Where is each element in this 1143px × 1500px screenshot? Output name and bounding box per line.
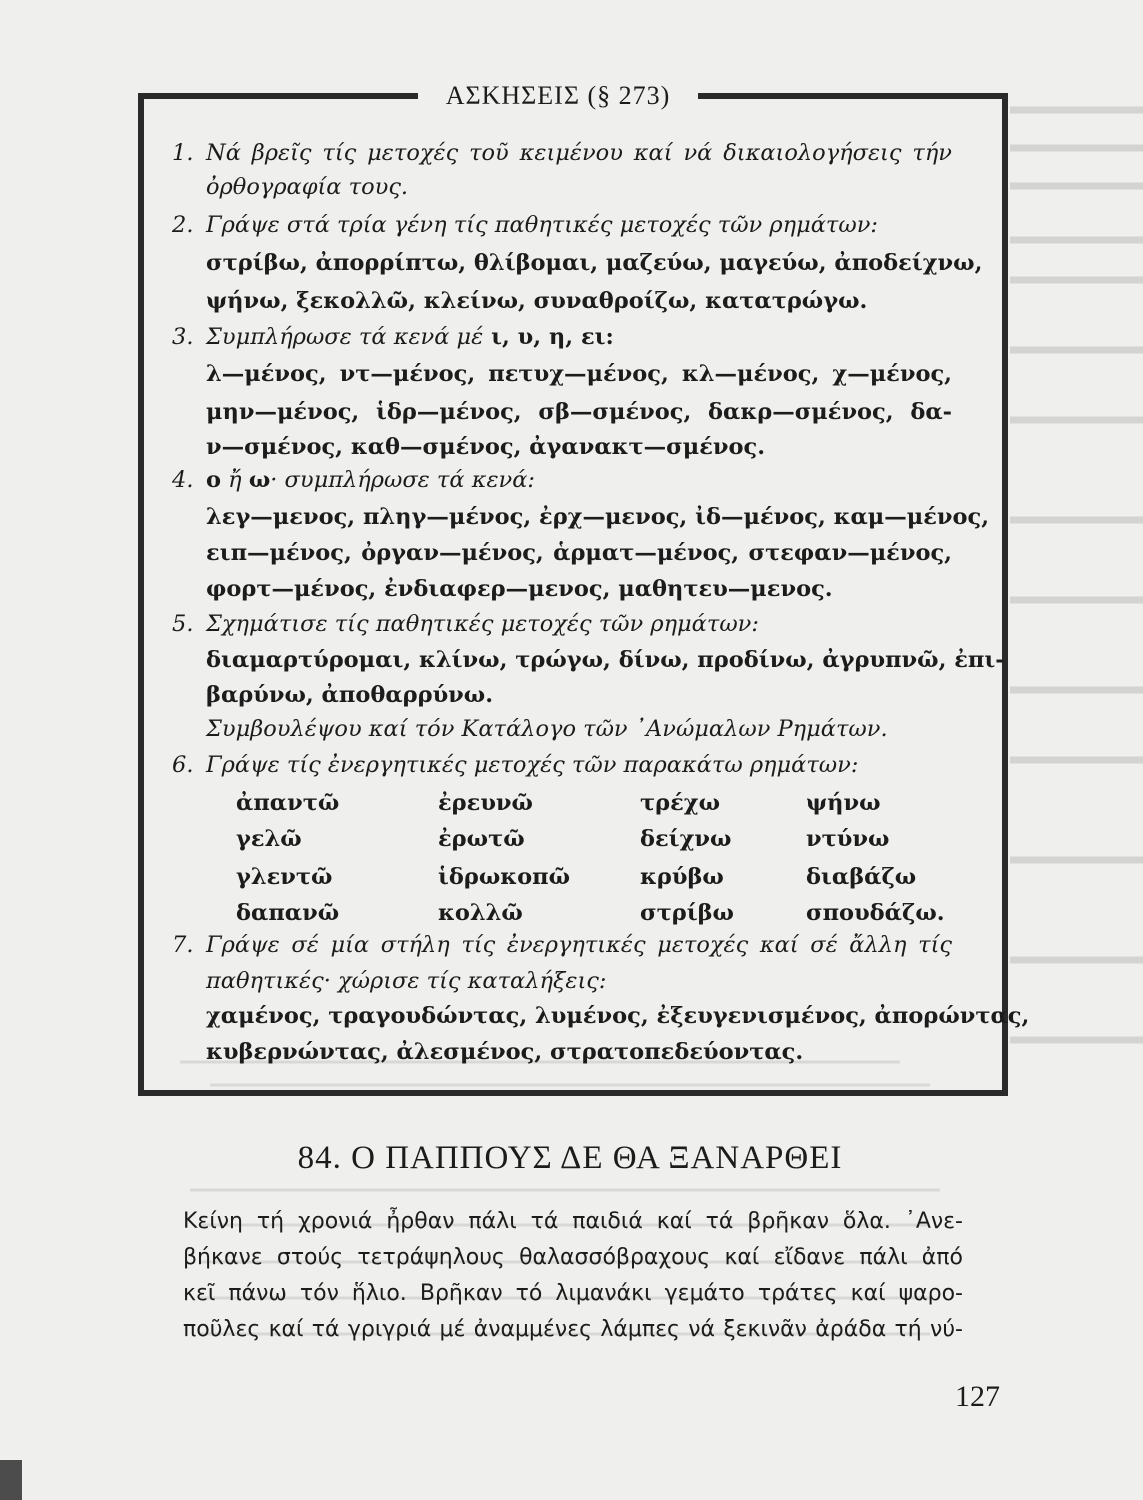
prose-line: κεῖ πάνω τόν ἥλιο. Βρῆκαν τό λιμανάκι γεμάτο τράτες καί ψαρο- [183,1281,963,1306]
verb-cell: ψήνω [806,790,881,816]
exercise-7-line-4: κυβερνώντας, ἀλεσμένος, στρατοπεδεύοντας. [206,1039,804,1065]
exercise-number: 6. [172,752,194,778]
page-number: 127 [955,1380,1000,1413]
exercise-4-instruction: · συμπλήρωσε τά κενά: [270,467,535,493]
verb-cell: γελῶ [236,826,302,852]
exercise-4-line-3: ειπ—μένος, ὀργαν—μένος, ἁρματ—μένος, στεφαν—μένος, [206,540,952,566]
exercise-3-line-2: λ—μένος, ντ—μένος, πετυχ—μένος, κλ—μένος, χ—μένος, [206,361,952,387]
exercise-number: 4. [172,467,194,493]
exercise-1-line-2: ὀρθογραφία τους. [206,174,409,200]
chapter-title: 84. Ο ΠΑΠΠΟΥΣ ΔΕ ΘΑ ΞΑΝΑΡΘΕΙ [297,1140,843,1176]
verb-cell: ντύνω [806,826,890,852]
exercise-3-line-3: μην—μένος, ἱδρ—μένος, σβ—σμένος, δακρ—σμένος, δα- [206,399,952,425]
exercise-3-line-1 [206,320,952,354]
exercise-7-line-3: χαμένος, τραγουδώντας, λυμένος, ἐξευγενισμένος, ἀπορώντας, [206,1003,1030,1029]
exercise-4-or: ἤ [221,467,249,493]
verb-cell: στρίβω [640,900,734,926]
verb-cell: δαπανῶ [236,900,340,926]
verb-cell: ἀπαντῶ [236,790,340,816]
exercises-title: ΑΣΚΗΣΕΙΣ (§ 273) [418,78,698,114]
prose-line: βήκανε στούς τετράψηλους θαλασσόβραχους καί εἴδανε πάλι ἀπό [183,1245,963,1270]
exercise-5-line-3: βαρύνω, ἀποθαρρύνω. [206,682,494,708]
exercise-4-line-1 [206,463,952,497]
exercise-2-line-2: στρίβω, ἀπορρίπτω, θλίβομαι, μαζεύω, μαγεύω, ἀποδείχνω, [206,250,983,276]
exercise-3-line-4: ν—σμένος, καθ—σμένος, ἀγανακτ—σμένος. [206,434,766,460]
exercise-4-line-4: φορτ—μένος, ἐνδιαφερ—μενος, μαθητευ—μενος. [206,576,833,602]
verb-cell: ἐρωτῶ [438,826,525,852]
exercise-6-line-1: Γράψε τίς ἐνεργητικές μετοχές τῶν παρακάτω ρημάτων: [206,752,859,778]
exercise-2-line-1: Γράψε στά τρία γένη τίς παθητικές μετοχές τῶν ρημάτων: [206,212,878,238]
exercise-1-line-1: Νά βρεῖς τίς μετοχές τοῦ κειμένου καί νά δικαιολογήσεις τήν [206,140,952,166]
exercise-4-line-2: λεγ—μενος, πληγ—μένος, ἐρχ—μενος, ἰδ—μένος, καμ—μένος, [206,504,990,530]
exercise-5-line-1: Σχημάτισε τίς παθητικές μετοχές τῶν ρημάτων: [206,611,759,637]
exercise-2-line-3: ψήνω, ξεκολλῶ, κλείνω, συναθροίζω, κατατρώγω. [206,288,868,314]
prose-line: ποῦλες καί τά γριγριά μέ ἀναμμένες λάμπες νά ξεκινᾶν ἀράδα τή νύ- [183,1317,963,1342]
exercise-number: 1. [172,140,194,166]
verb-cell: ἐρευνῶ [438,790,533,816]
exercise-4-letter-omega: ω [248,467,271,493]
exercise-number: 5. [172,611,194,637]
verb-cell: κρύβω [640,864,724,890]
exercise-5-line-2: διαμαρτύρομαι, κλίνω, τρώγω, δίνω, προδίνω, ἀγρυπνῶ, ἐπι- [206,647,1005,673]
verb-cell: σπουδάζω. [806,900,945,926]
exercise-number: 7. [172,932,194,958]
verb-cell: δείχνω [640,826,732,852]
verb-cell: διαβάζω [806,864,917,890]
exercise-3-instruction: Συμπλήρωσε τά κενά μέ [206,324,484,350]
exercise-5-line-4: Συμβουλέψου καί τόν Κατάλογο τῶν ᾿Ανώμαλων Ρημάτων. [206,716,888,742]
exercise-7-line-2: παθητικές· χώρισε τίς καταλήξεις: [206,968,607,994]
exercise-7-line-1: Γράψε σέ μία στήλη τίς ἐνεργητικές μετοχές καί σέ ἄλλη τίς [206,932,952,958]
exercise-3-letters: ι, υ, η, ει: [483,324,614,350]
verb-cell: ἱδρωκοπῶ [438,864,571,890]
verb-cell: τρέχω [640,790,721,816]
exercise-number: 3. [172,324,194,350]
exercise-4-letter-o: ο [206,467,222,493]
verb-cell: γλεντῶ [236,864,333,890]
verb-cell: κολλῶ [438,900,523,926]
exercise-number: 2. [172,212,194,238]
prose-line: Κείνη τή χρονιά ἦρθαν πάλι τά παιδιά καί τά βρῆκαν ὅλα. ᾿Ανε- [183,1209,963,1234]
